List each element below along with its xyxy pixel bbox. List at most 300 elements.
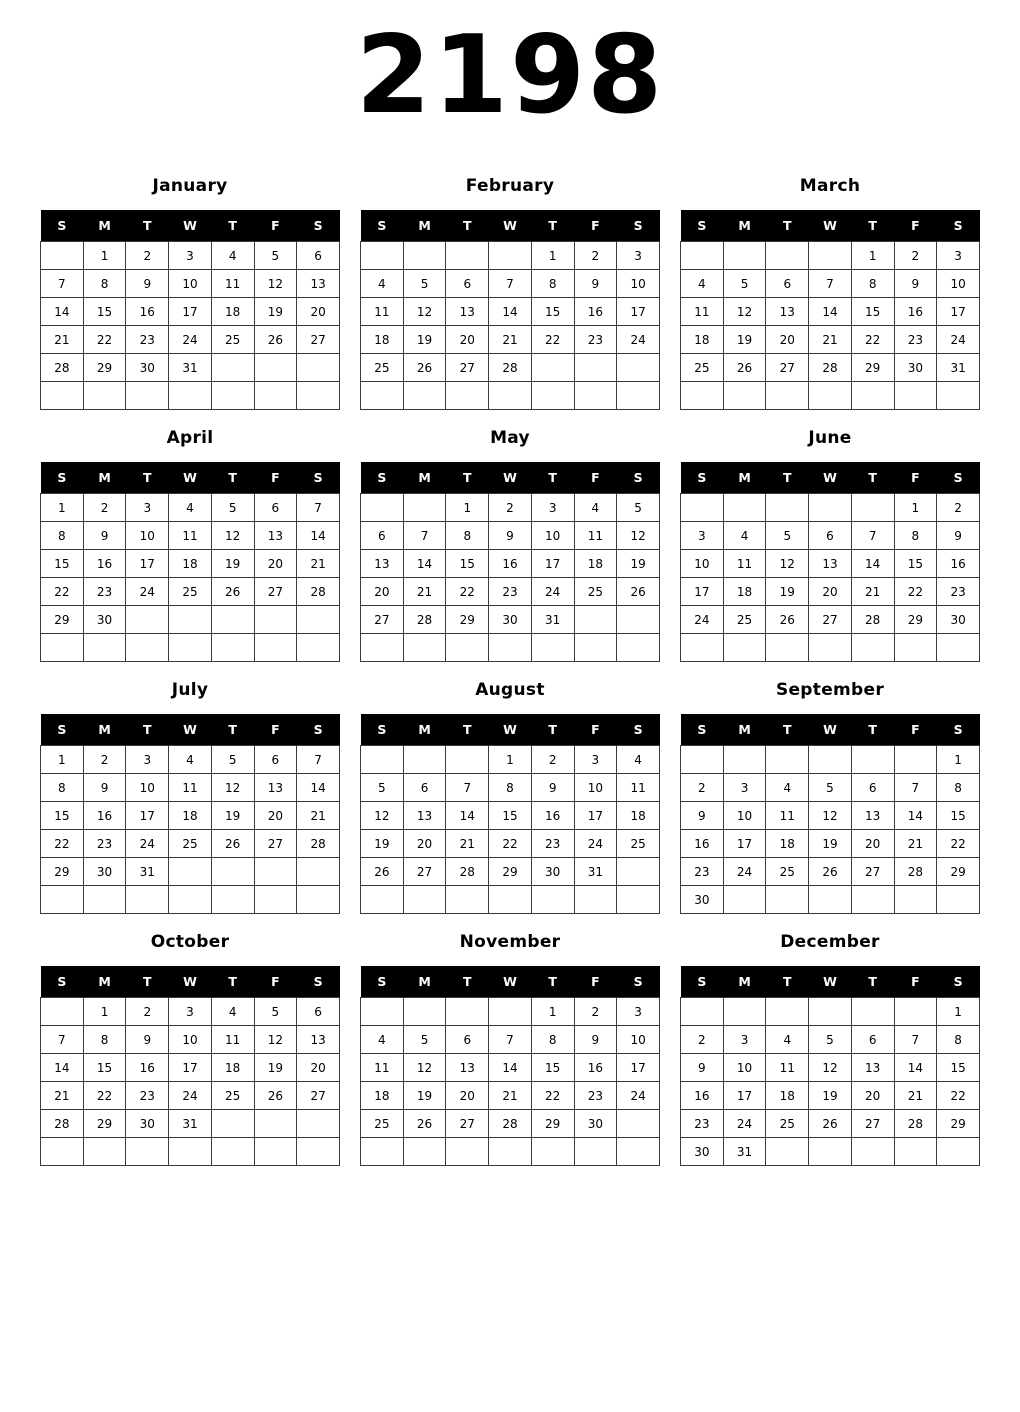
day-cell[interactable]: 12 (361, 802, 404, 830)
day-cell[interactable]: 1 (489, 746, 532, 774)
day-cell[interactable]: 2 (83, 746, 126, 774)
day-cell[interactable]: 22 (531, 326, 574, 354)
day-cell[interactable]: 9 (937, 522, 980, 550)
day-cell[interactable]: 23 (489, 578, 532, 606)
day-cell[interactable]: 22 (83, 326, 126, 354)
day-cell[interactable]: 28 (41, 1110, 84, 1138)
day-cell[interactable]: 2 (489, 494, 532, 522)
day-cell[interactable]: 29 (531, 1110, 574, 1138)
day-cell[interactable]: 15 (489, 802, 532, 830)
day-cell[interactable]: 18 (766, 830, 809, 858)
day-cell[interactable]: 28 (894, 858, 937, 886)
day-cell[interactable]: 14 (489, 298, 532, 326)
day-cell[interactable]: 30 (681, 886, 724, 914)
day-cell[interactable]: 5 (254, 998, 297, 1026)
day-cell[interactable]: 22 (531, 1082, 574, 1110)
day-cell[interactable]: 2 (126, 242, 169, 270)
day-cell[interactable]: 8 (531, 270, 574, 298)
day-cell[interactable]: 13 (851, 1054, 894, 1082)
day-cell[interactable]: 7 (489, 1026, 532, 1054)
day-cell[interactable]: 14 (446, 802, 489, 830)
day-cell[interactable]: 7 (851, 522, 894, 550)
day-cell[interactable]: 2 (574, 998, 617, 1026)
day-cell[interactable]: 4 (681, 270, 724, 298)
day-cell[interactable]: 3 (937, 242, 980, 270)
day-cell[interactable]: 30 (83, 606, 126, 634)
day-cell[interactable]: 12 (254, 1026, 297, 1054)
day-cell[interactable]: 16 (681, 830, 724, 858)
day-cell[interactable]: 19 (766, 578, 809, 606)
day-cell[interactable]: 19 (211, 550, 254, 578)
day-cell[interactable]: 2 (531, 746, 574, 774)
day-cell[interactable]: 5 (403, 270, 446, 298)
day-cell[interactable]: 12 (403, 298, 446, 326)
day-cell[interactable]: 7 (809, 270, 852, 298)
day-cell[interactable]: 16 (574, 298, 617, 326)
day-cell[interactable]: 22 (83, 1082, 126, 1110)
day-cell[interactable]: 17 (531, 550, 574, 578)
day-cell[interactable]: 23 (894, 326, 937, 354)
day-cell[interactable]: 20 (361, 578, 404, 606)
day-cell[interactable]: 23 (937, 578, 980, 606)
day-cell[interactable]: 21 (809, 326, 852, 354)
day-cell[interactable]: 9 (681, 802, 724, 830)
day-cell[interactable]: 27 (297, 326, 340, 354)
day-cell[interactable]: 19 (211, 802, 254, 830)
day-cell[interactable]: 22 (489, 830, 532, 858)
day-cell[interactable]: 1 (41, 494, 84, 522)
day-cell[interactable]: 1 (937, 998, 980, 1026)
day-cell[interactable]: 16 (83, 802, 126, 830)
day-cell[interactable]: 24 (126, 578, 169, 606)
day-cell[interactable]: 20 (446, 1082, 489, 1110)
day-cell[interactable]: 28 (41, 354, 84, 382)
day-cell[interactable]: 27 (446, 354, 489, 382)
day-cell[interactable]: 25 (723, 606, 766, 634)
day-cell[interactable]: 7 (894, 774, 937, 802)
day-cell[interactable]: 22 (937, 1082, 980, 1110)
day-cell[interactable]: 6 (851, 774, 894, 802)
day-cell[interactable]: 22 (851, 326, 894, 354)
day-cell[interactable]: 27 (297, 1082, 340, 1110)
day-cell[interactable]: 3 (617, 242, 660, 270)
day-cell[interactable]: 31 (169, 1110, 212, 1138)
day-cell[interactable]: 24 (169, 326, 212, 354)
day-cell[interactable]: 14 (894, 802, 937, 830)
day-cell[interactable]: 8 (489, 774, 532, 802)
day-cell[interactable]: 15 (894, 550, 937, 578)
day-cell[interactable]: 19 (254, 298, 297, 326)
day-cell[interactable]: 4 (723, 522, 766, 550)
day-cell[interactable]: 11 (681, 298, 724, 326)
day-cell[interactable]: 6 (254, 746, 297, 774)
day-cell[interactable]: 28 (489, 354, 532, 382)
day-cell[interactable]: 27 (851, 858, 894, 886)
day-cell[interactable]: 26 (403, 1110, 446, 1138)
day-cell[interactable]: 6 (403, 774, 446, 802)
day-cell[interactable]: 9 (574, 270, 617, 298)
day-cell[interactable]: 26 (617, 578, 660, 606)
day-cell[interactable]: 1 (446, 494, 489, 522)
day-cell[interactable]: 26 (809, 1110, 852, 1138)
day-cell[interactable]: 4 (169, 746, 212, 774)
day-cell[interactable]: 3 (169, 242, 212, 270)
day-cell[interactable]: 4 (361, 270, 404, 298)
day-cell[interactable]: 17 (169, 298, 212, 326)
day-cell[interactable]: 4 (617, 746, 660, 774)
day-cell[interactable]: 15 (41, 802, 84, 830)
day-cell[interactable]: 26 (211, 578, 254, 606)
day-cell[interactable]: 21 (403, 578, 446, 606)
day-cell[interactable]: 27 (446, 1110, 489, 1138)
day-cell[interactable]: 31 (574, 858, 617, 886)
day-cell[interactable]: 24 (617, 1082, 660, 1110)
day-cell[interactable]: 24 (723, 858, 766, 886)
day-cell[interactable]: 26 (254, 326, 297, 354)
day-cell[interactable]: 2 (937, 494, 980, 522)
day-cell[interactable]: 12 (403, 1054, 446, 1082)
day-cell[interactable]: 27 (809, 606, 852, 634)
day-cell[interactable]: 29 (489, 858, 532, 886)
day-cell[interactable]: 29 (937, 1110, 980, 1138)
day-cell[interactable]: 3 (723, 1026, 766, 1054)
day-cell[interactable]: 29 (894, 606, 937, 634)
day-cell[interactable]: 6 (361, 522, 404, 550)
day-cell[interactable]: 5 (254, 242, 297, 270)
day-cell[interactable]: 5 (723, 270, 766, 298)
day-cell[interactable]: 9 (126, 1026, 169, 1054)
day-cell[interactable]: 12 (211, 522, 254, 550)
day-cell[interactable]: 25 (681, 354, 724, 382)
day-cell[interactable]: 3 (126, 746, 169, 774)
day-cell[interactable]: 15 (83, 298, 126, 326)
day-cell[interactable]: 6 (851, 1026, 894, 1054)
day-cell[interactable]: 16 (83, 550, 126, 578)
day-cell[interactable]: 7 (297, 746, 340, 774)
day-cell[interactable]: 9 (83, 522, 126, 550)
day-cell[interactable]: 12 (809, 1054, 852, 1082)
day-cell[interactable]: 27 (361, 606, 404, 634)
day-cell[interactable]: 9 (489, 522, 532, 550)
day-cell[interactable]: 30 (937, 606, 980, 634)
day-cell[interactable]: 20 (297, 1054, 340, 1082)
day-cell[interactable]: 8 (41, 522, 84, 550)
day-cell[interactable]: 26 (723, 354, 766, 382)
day-cell[interactable]: 18 (617, 802, 660, 830)
day-cell[interactable]: 25 (211, 326, 254, 354)
day-cell[interactable]: 14 (403, 550, 446, 578)
day-cell[interactable]: 3 (574, 746, 617, 774)
day-cell[interactable]: 24 (723, 1110, 766, 1138)
day-cell[interactable]: 6 (446, 270, 489, 298)
day-cell[interactable]: 15 (41, 550, 84, 578)
day-cell[interactable]: 23 (681, 1110, 724, 1138)
day-cell[interactable]: 15 (937, 802, 980, 830)
day-cell[interactable]: 24 (617, 326, 660, 354)
day-cell[interactable]: 19 (361, 830, 404, 858)
day-cell[interactable]: 17 (617, 298, 660, 326)
day-cell[interactable]: 25 (617, 830, 660, 858)
day-cell[interactable]: 7 (297, 494, 340, 522)
day-cell[interactable]: 13 (254, 774, 297, 802)
day-cell[interactable]: 1 (894, 494, 937, 522)
day-cell[interactable]: 29 (851, 354, 894, 382)
day-cell[interactable]: 22 (937, 830, 980, 858)
day-cell[interactable]: 13 (766, 298, 809, 326)
day-cell[interactable]: 25 (361, 1110, 404, 1138)
day-cell[interactable]: 17 (681, 578, 724, 606)
day-cell[interactable]: 9 (531, 774, 574, 802)
day-cell[interactable]: 20 (254, 802, 297, 830)
day-cell[interactable]: 29 (83, 1110, 126, 1138)
day-cell[interactable]: 21 (894, 1082, 937, 1110)
day-cell[interactable]: 11 (766, 802, 809, 830)
day-cell[interactable]: 1 (531, 998, 574, 1026)
day-cell[interactable]: 7 (41, 270, 84, 298)
day-cell[interactable]: 25 (169, 578, 212, 606)
day-cell[interactable]: 26 (361, 858, 404, 886)
day-cell[interactable]: 8 (83, 270, 126, 298)
day-cell[interactable]: 8 (894, 522, 937, 550)
day-cell[interactable]: 24 (937, 326, 980, 354)
day-cell[interactable]: 21 (489, 1082, 532, 1110)
day-cell[interactable]: 19 (723, 326, 766, 354)
day-cell[interactable]: 10 (126, 522, 169, 550)
day-cell[interactable]: 6 (254, 494, 297, 522)
day-cell[interactable]: 3 (723, 774, 766, 802)
day-cell[interactable]: 15 (851, 298, 894, 326)
day-cell[interactable]: 6 (809, 522, 852, 550)
day-cell[interactable]: 30 (126, 354, 169, 382)
day-cell[interactable]: 29 (446, 606, 489, 634)
day-cell[interactable]: 16 (574, 1054, 617, 1082)
day-cell[interactable]: 29 (41, 606, 84, 634)
day-cell[interactable]: 18 (211, 298, 254, 326)
day-cell[interactable]: 20 (446, 326, 489, 354)
day-cell[interactable]: 24 (531, 578, 574, 606)
day-cell[interactable]: 9 (126, 270, 169, 298)
day-cell[interactable]: 28 (297, 578, 340, 606)
day-cell[interactable]: 26 (766, 606, 809, 634)
day-cell[interactable]: 20 (403, 830, 446, 858)
day-cell[interactable]: 27 (766, 354, 809, 382)
day-cell[interactable]: 19 (403, 1082, 446, 1110)
day-cell[interactable]: 31 (937, 354, 980, 382)
day-cell[interactable]: 29 (937, 858, 980, 886)
day-cell[interactable]: 10 (126, 774, 169, 802)
day-cell[interactable]: 20 (297, 298, 340, 326)
day-cell[interactable]: 23 (83, 830, 126, 858)
day-cell[interactable]: 8 (851, 270, 894, 298)
day-cell[interactable]: 21 (297, 802, 340, 830)
day-cell[interactable]: 7 (489, 270, 532, 298)
day-cell[interactable]: 16 (531, 802, 574, 830)
day-cell[interactable]: 14 (894, 1054, 937, 1082)
day-cell[interactable]: 21 (851, 578, 894, 606)
day-cell[interactable]: 30 (489, 606, 532, 634)
day-cell[interactable]: 21 (41, 1082, 84, 1110)
day-cell[interactable]: 13 (446, 1054, 489, 1082)
day-cell[interactable]: 22 (41, 578, 84, 606)
day-cell[interactable]: 3 (126, 494, 169, 522)
day-cell[interactable]: 14 (489, 1054, 532, 1082)
day-cell[interactable]: 19 (617, 550, 660, 578)
day-cell[interactable]: 27 (254, 578, 297, 606)
day-cell[interactable]: 20 (851, 1082, 894, 1110)
day-cell[interactable]: 21 (446, 830, 489, 858)
day-cell[interactable]: 9 (83, 774, 126, 802)
day-cell[interactable]: 13 (403, 802, 446, 830)
day-cell[interactable]: 11 (617, 774, 660, 802)
day-cell[interactable]: 5 (403, 1026, 446, 1054)
day-cell[interactable]: 8 (937, 1026, 980, 1054)
day-cell[interactable]: 18 (723, 578, 766, 606)
day-cell[interactable]: 21 (41, 326, 84, 354)
day-cell[interactable]: 13 (297, 270, 340, 298)
day-cell[interactable]: 28 (297, 830, 340, 858)
day-cell[interactable]: 24 (681, 606, 724, 634)
day-cell[interactable]: 9 (894, 270, 937, 298)
day-cell[interactable]: 14 (851, 550, 894, 578)
day-cell[interactable]: 5 (809, 1026, 852, 1054)
day-cell[interactable]: 12 (254, 270, 297, 298)
day-cell[interactable]: 29 (83, 354, 126, 382)
day-cell[interactable]: 27 (851, 1110, 894, 1138)
day-cell[interactable]: 18 (169, 802, 212, 830)
day-cell[interactable]: 17 (937, 298, 980, 326)
day-cell[interactable]: 25 (169, 830, 212, 858)
day-cell[interactable]: 4 (211, 242, 254, 270)
day-cell[interactable]: 26 (211, 830, 254, 858)
day-cell[interactable]: 17 (574, 802, 617, 830)
day-cell[interactable]: 28 (851, 606, 894, 634)
day-cell[interactable]: 6 (766, 270, 809, 298)
day-cell[interactable]: 13 (297, 1026, 340, 1054)
day-cell[interactable]: 11 (211, 1026, 254, 1054)
day-cell[interactable]: 11 (361, 298, 404, 326)
day-cell[interactable]: 30 (531, 858, 574, 886)
day-cell[interactable]: 21 (297, 550, 340, 578)
day-cell[interactable]: 26 (403, 354, 446, 382)
day-cell[interactable]: 10 (169, 1026, 212, 1054)
day-cell[interactable]: 6 (446, 1026, 489, 1054)
day-cell[interactable]: 10 (937, 270, 980, 298)
day-cell[interactable]: 28 (809, 354, 852, 382)
day-cell[interactable]: 2 (681, 774, 724, 802)
day-cell[interactable]: 11 (574, 522, 617, 550)
day-cell[interactable]: 27 (403, 858, 446, 886)
day-cell[interactable]: 14 (297, 522, 340, 550)
day-cell[interactable]: 14 (297, 774, 340, 802)
day-cell[interactable]: 1 (531, 242, 574, 270)
day-cell[interactable]: 4 (169, 494, 212, 522)
day-cell[interactable]: 23 (574, 326, 617, 354)
day-cell[interactable]: 11 (169, 774, 212, 802)
day-cell[interactable]: 11 (723, 550, 766, 578)
day-cell[interactable]: 8 (531, 1026, 574, 1054)
day-cell[interactable]: 22 (894, 578, 937, 606)
day-cell[interactable]: 18 (169, 550, 212, 578)
day-cell[interactable]: 24 (574, 830, 617, 858)
day-cell[interactable]: 1 (937, 746, 980, 774)
day-cell[interactable]: 15 (446, 550, 489, 578)
day-cell[interactable]: 23 (531, 830, 574, 858)
day-cell[interactable]: 28 (489, 1110, 532, 1138)
day-cell[interactable]: 26 (254, 1082, 297, 1110)
day-cell[interactable]: 16 (126, 1054, 169, 1082)
day-cell[interactable]: 4 (766, 774, 809, 802)
day-cell[interactable]: 11 (169, 522, 212, 550)
day-cell[interactable]: 13 (361, 550, 404, 578)
day-cell[interactable]: 1 (851, 242, 894, 270)
day-cell[interactable]: 23 (83, 578, 126, 606)
day-cell[interactable]: 18 (766, 1082, 809, 1110)
day-cell[interactable]: 15 (83, 1054, 126, 1082)
day-cell[interactable]: 5 (617, 494, 660, 522)
day-cell[interactable]: 11 (766, 1054, 809, 1082)
day-cell[interactable]: 25 (211, 1082, 254, 1110)
day-cell[interactable]: 15 (937, 1054, 980, 1082)
day-cell[interactable]: 25 (574, 578, 617, 606)
day-cell[interactable]: 5 (211, 494, 254, 522)
day-cell[interactable]: 9 (681, 1054, 724, 1082)
day-cell[interactable]: 1 (83, 998, 126, 1026)
day-cell[interactable]: 26 (809, 858, 852, 886)
day-cell[interactable]: 14 (41, 298, 84, 326)
day-cell[interactable]: 30 (894, 354, 937, 382)
day-cell[interactable]: 15 (531, 298, 574, 326)
day-cell[interactable]: 10 (617, 1026, 660, 1054)
day-cell[interactable]: 31 (126, 858, 169, 886)
day-cell[interactable]: 30 (126, 1110, 169, 1138)
day-cell[interactable]: 2 (126, 998, 169, 1026)
day-cell[interactable]: 19 (809, 1082, 852, 1110)
day-cell[interactable]: 4 (766, 1026, 809, 1054)
day-cell[interactable]: 5 (766, 522, 809, 550)
day-cell[interactable]: 16 (489, 550, 532, 578)
day-cell[interactable]: 25 (766, 1110, 809, 1138)
day-cell[interactable]: 8 (83, 1026, 126, 1054)
day-cell[interactable]: 3 (681, 522, 724, 550)
day-cell[interactable]: 5 (361, 774, 404, 802)
day-cell[interactable]: 23 (126, 326, 169, 354)
day-cell[interactable]: 13 (446, 298, 489, 326)
day-cell[interactable]: 3 (531, 494, 574, 522)
day-cell[interactable]: 7 (446, 774, 489, 802)
day-cell[interactable]: 30 (574, 1110, 617, 1138)
day-cell[interactable]: 18 (361, 1082, 404, 1110)
day-cell[interactable]: 2 (681, 1026, 724, 1054)
day-cell[interactable]: 31 (169, 354, 212, 382)
day-cell[interactable]: 31 (531, 606, 574, 634)
day-cell[interactable]: 19 (403, 326, 446, 354)
day-cell[interactable]: 13 (809, 550, 852, 578)
day-cell[interactable]: 22 (446, 578, 489, 606)
day-cell[interactable]: 21 (489, 326, 532, 354)
day-cell[interactable]: 10 (723, 802, 766, 830)
day-cell[interactable]: 16 (126, 298, 169, 326)
day-cell[interactable]: 3 (617, 998, 660, 1026)
day-cell[interactable]: 7 (403, 522, 446, 550)
day-cell[interactable]: 28 (403, 606, 446, 634)
day-cell[interactable]: 12 (809, 802, 852, 830)
day-cell[interactable]: 10 (681, 550, 724, 578)
day-cell[interactable]: 10 (617, 270, 660, 298)
day-cell[interactable]: 11 (211, 270, 254, 298)
day-cell[interactable]: 23 (574, 1082, 617, 1110)
day-cell[interactable]: 18 (681, 326, 724, 354)
day-cell[interactable]: 12 (723, 298, 766, 326)
